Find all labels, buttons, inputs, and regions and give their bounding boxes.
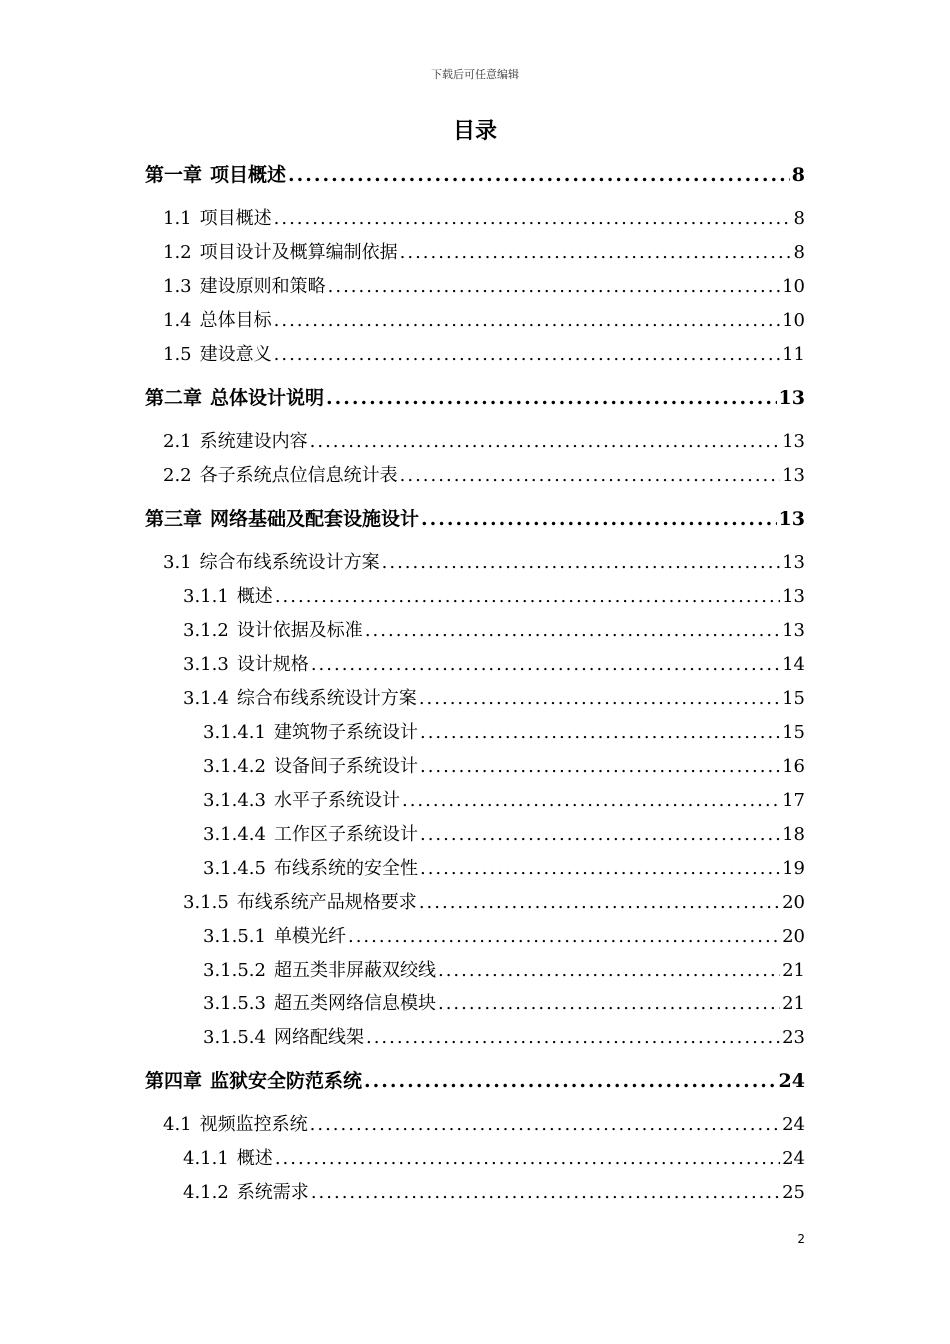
- toc-entry-label: 项目概述: [210, 164, 287, 186]
- toc-entry-number: 2.1: [163, 431, 192, 452]
- toc-entry[interactable]: [183, 616, 805, 642]
- toc-entry-number: 3.1.3: [183, 654, 229, 675]
- toc-entry-label: 项目概述: [199, 208, 272, 229]
- toc-entry-page: 13: [782, 431, 805, 452]
- toc-entry-label: 设计依据及标准: [236, 620, 363, 641]
- toc-entry[interactable]: [163, 272, 805, 298]
- toc-entry[interactable]: [183, 1178, 805, 1204]
- toc-entry-label: 监狱安全防范系统: [210, 1070, 363, 1092]
- toc-entry-number: 3.1.5.1: [203, 926, 266, 947]
- toc-entry-label: 总体设计说明: [210, 387, 325, 409]
- toc-entry-page: 13: [778, 508, 805, 530]
- toc-entry-page: 10: [782, 276, 805, 297]
- dot-leader: [310, 431, 780, 452]
- toc-entry-label: 总体目标: [199, 310, 272, 331]
- toc-entry-page: 14: [782, 654, 805, 675]
- toc-entry-number: 1.1: [163, 208, 192, 229]
- toc-entry-page: 19: [782, 858, 805, 879]
- toc-entry-label: 视频监控系统: [199, 1114, 308, 1135]
- toc-entry[interactable]: [203, 786, 805, 812]
- toc-entry-label: 综合布线系统设计方案: [199, 552, 380, 573]
- toc-entry-label: 概述: [236, 586, 273, 607]
- toc-entry-page: 13: [782, 465, 805, 486]
- toc-entry-label: 网络基础及配套设施设计: [210, 508, 420, 530]
- toc-entry[interactable]: [203, 956, 805, 982]
- toc-entry[interactable]: [163, 1110, 805, 1136]
- toc-entry[interactable]: [203, 1023, 805, 1049]
- toc-entry-page: 17: [782, 790, 805, 811]
- toc-entry[interactable]: [183, 582, 805, 608]
- toc-entry[interactable]: [145, 160, 805, 187]
- toc-entry-page: 11: [782, 344, 805, 365]
- toc-entry-number: 3.1.4.1: [203, 722, 266, 743]
- toc-entry[interactable]: [203, 752, 805, 778]
- toc-entry-page: 21: [782, 960, 805, 981]
- toc-entry-label: 设计规格: [236, 654, 309, 675]
- toc-title: 目录: [452, 119, 497, 144]
- toc-entry[interactable]: [183, 888, 805, 914]
- dot-leader: [274, 344, 780, 365]
- dot-leader: [311, 1182, 780, 1203]
- toc-entry-number: 4.1.1: [183, 1148, 229, 1169]
- toc-entry-label: 设备间子系统设计: [273, 756, 418, 777]
- dot-leader: [419, 892, 780, 913]
- toc-entry-label: 超五类非屏蔽双绞线: [273, 960, 436, 981]
- dot-leader: [274, 208, 792, 229]
- toc-entry[interactable]: [183, 684, 805, 710]
- toc-entry-page: 13: [782, 552, 805, 573]
- toc-entry-label: 概述: [236, 1148, 273, 1169]
- dot-leader: [419, 688, 780, 709]
- dot-leader: [274, 310, 780, 331]
- toc-entry-page: 13: [778, 387, 805, 409]
- dot-leader: [421, 508, 777, 530]
- dot-leader: [311, 654, 780, 675]
- toc-entry-page: 15: [782, 688, 805, 709]
- toc-entry[interactable]: [203, 854, 805, 880]
- dot-leader: [328, 276, 780, 297]
- toc-entry-label: 单模光纤: [273, 926, 346, 947]
- toc-entry-label: 建筑物子系统设计: [273, 722, 418, 743]
- toc-entry-label: 工作区子系统设计: [273, 824, 418, 845]
- dot-leader: [275, 586, 780, 607]
- toc-entry-number: 第三章: [145, 508, 203, 530]
- page-number: 2: [797, 1232, 805, 1246]
- toc-entry[interactable]: [163, 548, 805, 574]
- dot-leader: [275, 1148, 780, 1169]
- toc-entry[interactable]: [203, 718, 805, 744]
- toc-entry-label: 综合布线系统设计方案: [236, 688, 417, 709]
- dot-leader: [420, 824, 780, 845]
- dot-leader: [420, 756, 780, 777]
- toc-entry[interactable]: [163, 306, 805, 332]
- toc-entry-page: 20: [782, 892, 805, 913]
- toc-entry-number: 1.2: [163, 242, 192, 263]
- toc-entry-label: 水平子系统设计: [273, 790, 400, 811]
- toc-entry-page: 24: [778, 1070, 805, 1092]
- toc-entry[interactable]: [163, 238, 805, 264]
- dot-leader: [288, 164, 790, 186]
- toc-entry-page: 18: [782, 824, 805, 845]
- toc-entry-label: 各子系统点位信息统计表: [199, 465, 398, 486]
- toc-entry-number: 3.1.5.3: [203, 993, 266, 1014]
- toc-entry-label: 建设意义: [199, 344, 272, 365]
- dot-leader: [326, 387, 777, 409]
- header-note: 下载后可任意编辑: [431, 68, 519, 81]
- toc-entry[interactable]: [203, 820, 805, 846]
- toc-entry-number: 3.1.2: [183, 620, 229, 641]
- dot-leader: [365, 620, 780, 641]
- toc-entry[interactable]: [145, 504, 805, 531]
- toc-entry-number: 第四章: [145, 1070, 203, 1092]
- toc-entry-number: 3.1.4: [183, 688, 229, 709]
- dot-leader: [364, 1070, 777, 1092]
- toc-entry-page: 8: [791, 164, 805, 186]
- toc-entry[interactable]: [163, 461, 805, 487]
- toc-entry-number: 3.1.4.2: [203, 756, 266, 777]
- toc-entry-label: 系统建设内容: [199, 431, 308, 452]
- dot-leader: [400, 465, 780, 486]
- toc-entry-page: 24: [782, 1114, 805, 1135]
- toc-entry[interactable]: [203, 989, 805, 1015]
- dot-leader: [348, 926, 780, 947]
- toc-entry-number: 3.1.5.4: [203, 1027, 266, 1048]
- dot-leader: [366, 1027, 780, 1048]
- toc-entry-page: 16: [782, 756, 805, 777]
- toc-entry-page: 23: [782, 1027, 805, 1048]
- dot-leader: [420, 722, 780, 743]
- toc-entry[interactable]: [145, 383, 805, 410]
- toc-entry-page: 13: [782, 620, 805, 641]
- toc-entry-page: 21: [782, 993, 805, 1014]
- toc-entry-number: 4.1: [163, 1114, 192, 1135]
- dot-leader: [420, 858, 780, 879]
- toc-entry-number: 4.1.2: [183, 1182, 229, 1203]
- toc-entry-label: 网络配线架: [273, 1027, 364, 1048]
- toc-entry[interactable]: [163, 340, 805, 366]
- toc-entry-page: 25: [782, 1182, 805, 1203]
- toc-entry-label: 布线系统的安全性: [273, 858, 418, 879]
- dot-leader: [438, 960, 780, 981]
- toc-entry-number: 3.1.5: [183, 892, 229, 913]
- toc-entry-page: 20: [782, 926, 805, 947]
- toc-entry-label: 系统需求: [236, 1182, 309, 1203]
- toc-entry-page: 10: [782, 310, 805, 331]
- toc-entry-page: 13: [782, 586, 805, 607]
- toc-entry-page: 8: [793, 208, 805, 229]
- dot-leader: [402, 790, 780, 811]
- toc-entry-number: 3.1.1: [183, 586, 229, 607]
- toc-entry-number: 1.4: [163, 310, 192, 331]
- toc-entry[interactable]: [183, 650, 805, 676]
- dot-leader: [400, 242, 792, 263]
- toc-entry[interactable]: [203, 922, 805, 948]
- toc-entry[interactable]: [145, 1066, 805, 1093]
- toc-entry-number: 1.5: [163, 344, 192, 365]
- toc-entry-number: 3.1.5.2: [203, 960, 266, 981]
- dot-leader: [438, 993, 780, 1014]
- toc-entry-number: 第二章: [145, 387, 203, 409]
- toc-entry-label: 布线系统产品规格要求: [236, 892, 417, 913]
- toc-entry-number: 第一章: [145, 164, 203, 186]
- toc-entry-number: 3.1: [163, 552, 192, 573]
- toc-entry[interactable]: [163, 204, 805, 230]
- toc-entry-number: 3.1.4.4: [203, 824, 266, 845]
- toc-entry-number: 3.1.4.5: [203, 858, 266, 879]
- toc-entry-number: 1.3: [163, 276, 192, 297]
- toc-entry-page: 8: [793, 242, 805, 263]
- toc-entry-page: 24: [782, 1148, 805, 1169]
- toc-entry-label: 项目设计及概算编制依据: [199, 242, 398, 263]
- toc-entry-number: 2.2: [163, 465, 192, 486]
- toc-entry-label: 建设原则和策略: [199, 276, 326, 297]
- toc-entry-page: 15: [782, 722, 805, 743]
- toc-entry[interactable]: [163, 427, 805, 453]
- toc-entry-label: 超五类网络信息模块: [273, 993, 436, 1014]
- toc-entry[interactable]: [183, 1144, 805, 1170]
- dot-leader: [382, 552, 780, 573]
- toc-entry-number: 3.1.4.3: [203, 790, 266, 811]
- dot-leader: [310, 1114, 780, 1135]
